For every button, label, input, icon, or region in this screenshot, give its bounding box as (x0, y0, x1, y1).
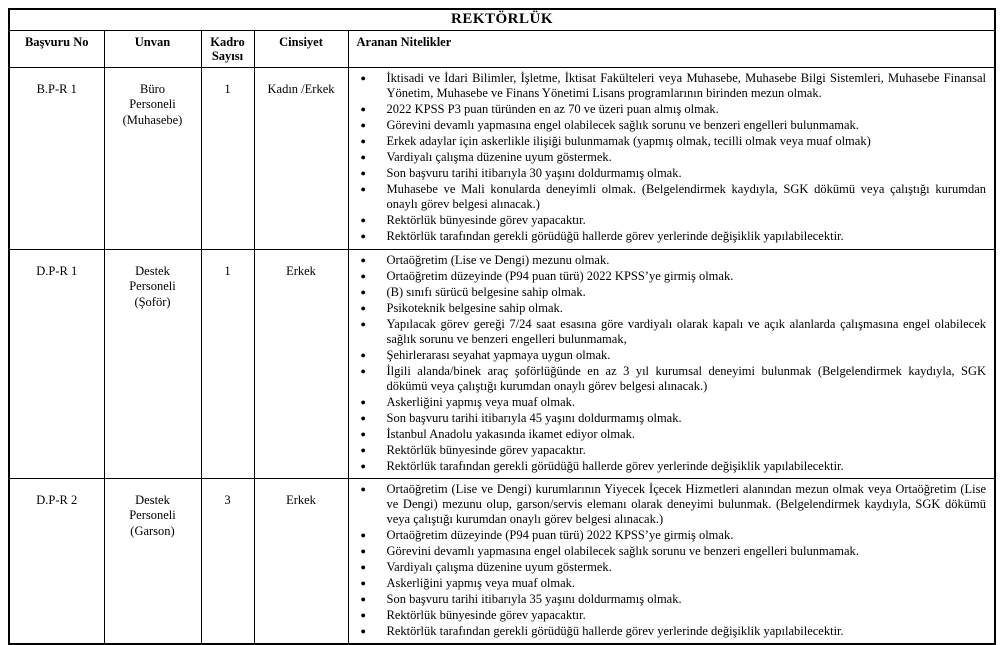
application-no-cell: D.P-R 2 (9, 478, 104, 644)
requirement-item: ● Ortaöğretim (Lise ve Dengi) kurumlarının Yiyecek İçecek Hizmetleri alanından mezun olmak veya Ortaöğretim (Lise ve Dengi) mezunu olup, garson/servis elemanı olarak deneyimi bulunmak. (Belgelendirmek kaydıyla, SGK dökümü veya çalıştığı kurumdan onaylı görev belgesi alınacak.) (349, 482, 989, 527)
requirement-item: ● (B) sınıfı sürücü belgesine sahip olmak. (349, 285, 989, 300)
position-title-cell (104, 249, 201, 478)
requirement-item: ● Görevini devamlı yapmasına engel olabilecek sağlık sorunu ve benzeri engelleri bulunmamak. (349, 118, 989, 133)
position-title-text: Destek Personeli (Şoför) (129, 263, 176, 309)
staff-count-cell: 3 (201, 478, 254, 644)
application-no-cell: B.P-R 1 (9, 67, 104, 249)
column-header-cinsiyet: Cinsiyet (254, 31, 348, 68)
requirement-item: ● Rektörlük bünyesinde görev yapacaktır. (349, 443, 989, 458)
staff-count-cell: 1 (201, 249, 254, 478)
requirement-item: ● Son başvuru tarihi itibarıyla 45 yaşını doldurmamış olmak. (349, 411, 989, 426)
position-title-text: Büro Personeli (Muhasebe) (122, 81, 183, 127)
title-row (9, 9, 995, 31)
table-row (9, 249, 995, 478)
requirement-item: ● Şehirlerarası seyahat yapmaya uygun olmak. (349, 348, 989, 363)
application-no-cell: D.P-R 1 (9, 249, 104, 478)
table-row (9, 478, 995, 644)
requirements-cell (348, 67, 995, 249)
table-row (9, 67, 995, 249)
requirement-item: ● Askerliğini yapmış veya muaf olmak. (349, 576, 989, 591)
requirements-cell (348, 478, 995, 644)
requirement-item: ● Rektörlük bünyesinde görev yapacaktır. (349, 608, 989, 623)
column-header-basvuru-no: Başvuru No (9, 31, 104, 68)
requirement-item: ● Ortaöğretim düzeyinde (P94 puan türü) 2022 KPSS’ye girmiş olmak. (349, 269, 989, 284)
requirement-item: ● Psikoteknik belgesine sahip olmak. (349, 301, 989, 316)
column-header-aranan-nitelikler: Aranan Nitelikler (348, 31, 995, 68)
requirement-item: ● Son başvuru tarihi itibarıyla 30 yaşını doldurmamış olmak. (349, 166, 989, 181)
column-header-unvan: Unvan (104, 31, 201, 68)
gender-cell: Kadın /Erkek (254, 67, 348, 249)
requirement-item: ● Vardiyalı çalışma düzenine uyum göstermek. (349, 150, 989, 165)
column-header-kadro-sayisi: Kadro Sayısı (201, 31, 254, 68)
requirement-item: ● Yapılacak görev gereği 7/24 saat esasına göre vardiyalı olarak kapalı ve açık alanlarda çalışmasına engel olabilecek sağlık sorunu ve benzeri engelleri bulunmamak, (349, 317, 989, 347)
requirements-list (349, 482, 989, 639)
requirement-item: ● Askerliğini yapmış veya muaf olmak. (349, 395, 989, 410)
requirement-item: ● Rektörlük tarafından gerekli görüdüğü hallerde görev yerlerinde değişiklik yapılabilecektir. (349, 459, 989, 474)
requirement-item: ● Muhasebe ve Mali konularda deneyimli olmak. (Belgelendirmek kaydıyla, SGK dökümü veya çalıştığı kurumdan onaylı görev belgesi alınacak.) (349, 182, 989, 212)
position-title-cell (104, 478, 201, 644)
requirement-item: ● Rektörlük bünyesinde görev yapacaktır. (349, 213, 989, 228)
requirements-list (349, 253, 989, 474)
requirements-list (349, 71, 989, 244)
requirement-item: ● 2022 KPSS P3 puan türünden en az 70 ve üzeri puan almış olmak. (349, 102, 989, 117)
column-header-row (9, 31, 995, 68)
requirement-item: ● Erkek adaylar için askerlikle ilişiği bulunmamak (yapmış olmak, tecilli olmak veya muaf olmak) (349, 134, 989, 149)
position-title-cell (104, 67, 201, 249)
requirement-item: ● Rektörlük tarafından gerekli görüdüğü hallerde görev yerlerinde değişiklik yapılabilecektir. (349, 624, 989, 639)
requirement-item: ● Ortaöğretim düzeyinde (P94 puan türü) 2022 KPSS’ye girmiş olmak. (349, 528, 989, 543)
requirement-item: ● Son başvuru tarihi itibarıyla 35 yaşını doldurmamış olmak. (349, 592, 989, 607)
gender-cell: Erkek (254, 249, 348, 478)
table-title: REKTÖRLÜK (9, 9, 995, 31)
requirement-item: ● Vardiyalı çalışma düzenine uyum göstermek. (349, 560, 989, 575)
requirement-item: ● İlgili alanda/binek araç şoförlüğünde en az 3 yıl kurumsal deneyimi bulunmak (Belgelendirmek kaydıyla, SGK dökümü veya çalıştığı kurumdan onaylı görev belgesi alınacak.) (349, 364, 989, 394)
gender-cell: Erkek (254, 478, 348, 644)
requirement-item: ● İstanbul Anadolu yakasında ikamet ediyor olmak. (349, 427, 989, 442)
staff-count-cell: 1 (201, 67, 254, 249)
requirement-item: ● İktisadi ve İdari Bilimler, İşletme, İktisat Fakülteleri veya Muhasebe, Muhasebe Bilgi Sistemleri, Muhasebe Finansal Yönetim, Muhasebe ve Finans Yönetimi Lisans programlarının birinden mezun olmak. (349, 71, 989, 101)
requirements-cell (348, 249, 995, 478)
position-title-text: Destek Personeli (Garson) (129, 492, 176, 538)
requirement-item: ● Rektörlük tarafından gerekli görüdüğü hallerde görev yerlerinde değişiklik yapılabilecektir. (349, 229, 989, 244)
requirement-item: ● Görevini devamlı yapmasına engel olabilecek sağlık sorunu ve benzeri engelleri bulunmamak. (349, 544, 989, 559)
requirement-item: ● Ortaöğretim (Lise ve Dengi) mezunu olmak. (349, 253, 989, 268)
rektorluk-job-table (8, 8, 996, 645)
